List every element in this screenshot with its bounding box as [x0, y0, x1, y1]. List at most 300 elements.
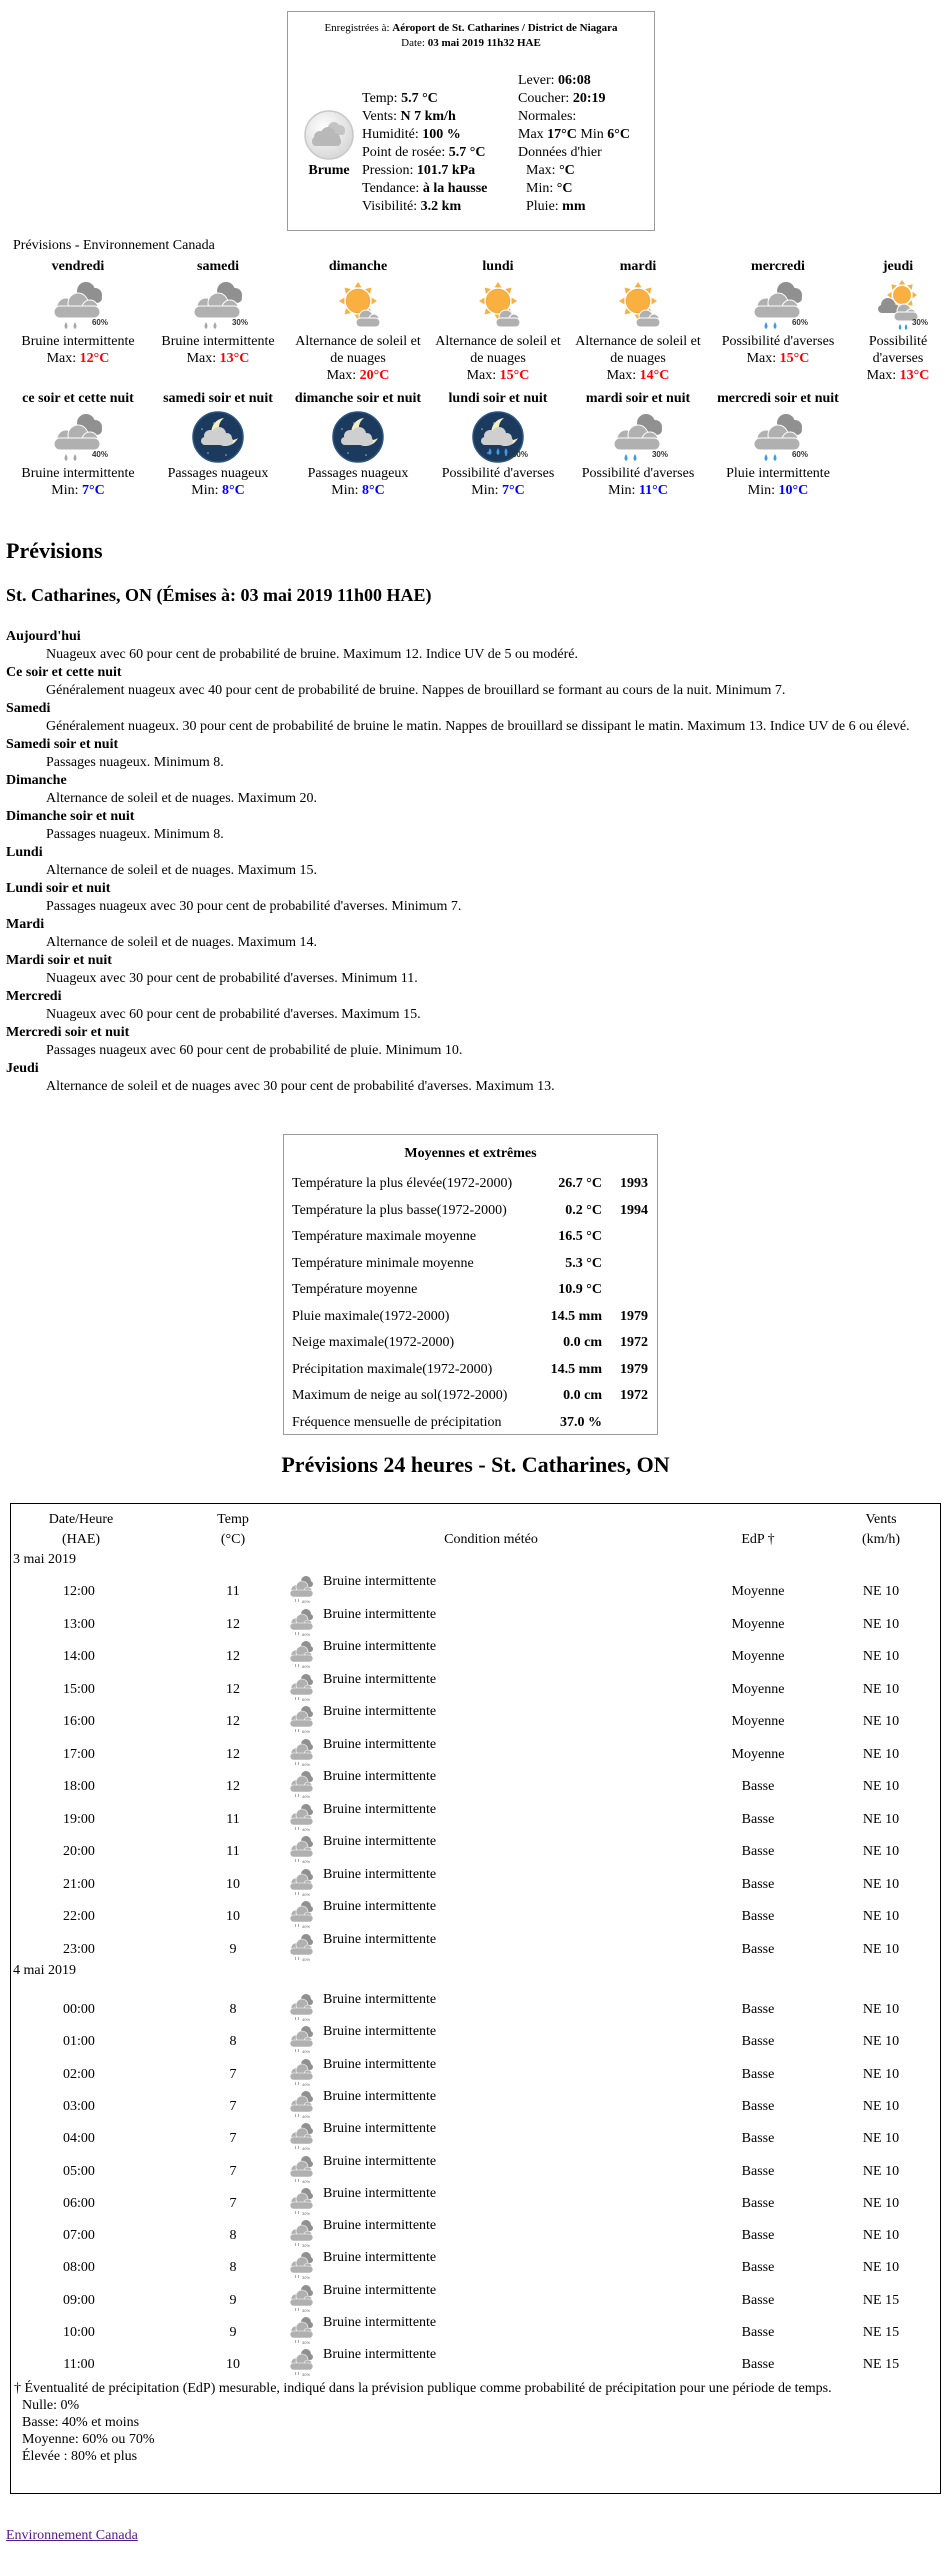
hour-temp: 8	[229, 2228, 237, 2244]
drizzle-cloud-icon	[286, 1638, 318, 1670]
min-temp: 10°C	[778, 483, 809, 498]
hour-condition: Bruine intermittente	[323, 2218, 437, 2234]
period-name: mardi soir et nuit	[585, 391, 691, 406]
temperature-line	[288, 482, 428, 499]
wind-label: Vents:	[362, 109, 397, 124]
average-row	[292, 1203, 654, 1221]
pressure-label: Pression:	[362, 163, 414, 178]
hour-temp: 9	[229, 1941, 237, 1957]
period-name: samedi	[197, 259, 239, 274]
hour-wind: NE 10	[862, 1876, 900, 1892]
hour-condition: Bruine intermittente	[323, 2250, 437, 2266]
hour-condition: Bruine intermittente	[323, 1801, 437, 1817]
pop-percent: 40%	[91, 450, 108, 459]
average-row	[292, 1176, 654, 1194]
forecast-period-text: Passages nuageux avec 60 pour cent de probabilité de pluie. Minimum 10.	[46, 1043, 463, 1058]
hourly-row	[11, 2056, 940, 2092]
sunrise-value: 06:08	[558, 73, 591, 88]
max-temp: 13°C	[899, 368, 930, 383]
temperature-line	[568, 367, 708, 384]
visibility-label: Visibilité:	[362, 199, 418, 214]
hour-condition: Bruine intermittente	[323, 2121, 437, 2137]
hour-temp: 9	[229, 2292, 237, 2308]
svg-text:40%: 40%	[302, 2049, 311, 2055]
hourly-row	[11, 2250, 940, 2285]
svg-text:60%: 60%	[302, 1631, 311, 1637]
forecast-period-text: Alternance de soleil et de nuages. Maximum 14.	[46, 935, 317, 950]
forecast-period-1	[148, 258, 288, 367]
hour-condition: Bruine intermittente	[323, 1736, 437, 1752]
hour-wind: NE 10	[862, 2098, 900, 2114]
hour: 02:00	[63, 2066, 95, 2082]
drizzle-cloud-icon	[188, 277, 248, 333]
drizzle-cloud-icon	[286, 1833, 318, 1865]
forecast-period-5	[708, 390, 848, 499]
drizzle-cloud-icon	[286, 2056, 318, 2088]
condition-text: Possibilité d'averses	[721, 334, 835, 349]
average-year: 1994	[620, 1202, 648, 1218]
yesterday-label: Données d'hier	[518, 145, 602, 160]
min-temp: 7°C	[82, 483, 105, 498]
sunset-label: Coucher:	[518, 91, 570, 106]
hour-condition: Bruine intermittente	[323, 2056, 437, 2072]
svg-text:60%: 60%	[302, 1664, 311, 1669]
pop-percent: 30%	[231, 318, 248, 327]
hourly-row	[11, 2121, 940, 2156]
average-row	[292, 1362, 654, 1380]
hour: 17:00	[63, 1746, 95, 1762]
average-year: 1972	[620, 1388, 648, 1403]
svg-text:30%: 30%	[302, 2210, 311, 2216]
temp-label: Min:	[608, 483, 636, 498]
hourly-row	[11, 1736, 940, 1772]
average-value: 37.0 %	[560, 1414, 602, 1430]
forecast-strip-title: Prévisions - Environnement Canada	[13, 238, 215, 253]
averages-extremes-panel	[283, 1134, 658, 1435]
environment-canada-link[interactable]: Environnement Canada	[6, 2528, 138, 2543]
normal-min-label: Min	[580, 127, 604, 142]
drizzle-cloud-icon	[286, 2120, 318, 2152]
temp-label: Min:	[51, 483, 79, 498]
temp-label: Min:	[471, 483, 499, 498]
pop-level: Basse: 40% et moins	[22, 2415, 140, 2430]
average-label: Neige maximale(1972-2000)	[292, 1335, 455, 1350]
hour-wind: NE 10	[862, 2228, 900, 2244]
hour-temp: 8	[229, 2034, 237, 2050]
hour-pop: Basse	[741, 1909, 775, 1924]
pressure-value: 101.7 kPa	[416, 163, 476, 178]
drizzle-cloud-icon	[286, 2185, 318, 2217]
forecast-period-1	[148, 390, 288, 499]
hour-wind: NE 10	[862, 1779, 900, 1794]
forecast-period-name: Mardi soir et nuit	[6, 953, 112, 968]
condition-text: Passages nuageux	[307, 466, 409, 481]
hour-condition: Bruine intermittente	[323, 2315, 437, 2330]
average-row	[292, 1309, 654, 1327]
min-temp: 7°C	[502, 483, 525, 498]
average-label: Température maximale moyenne	[292, 1229, 477, 1244]
drizzle-cloud-icon	[286, 2282, 318, 2314]
average-year: 1993	[620, 1176, 648, 1191]
hourly-row	[11, 1801, 940, 1837]
forecast-period-0	[8, 258, 148, 367]
hour-wind: NE 10	[862, 1941, 900, 1957]
pop-percent: 60%	[91, 318, 108, 327]
normal-min-value: 6°C	[607, 127, 630, 142]
sun-cloud-icon	[468, 277, 528, 333]
rain-cloud-icon	[748, 277, 808, 333]
forecast-period-name: Jeudi	[6, 1061, 39, 1076]
yesterday-rain-label: Pluie:	[526, 199, 559, 214]
hour-condition: Bruine intermittente	[323, 2347, 437, 2363]
pop-percent: 30%	[511, 450, 528, 459]
hour-wind: NE 10	[862, 2163, 900, 2179]
yesterday-rain-value: mm	[562, 199, 586, 214]
hour: 10:00	[63, 2325, 95, 2340]
sunrise-label: Lever:	[518, 73, 555, 88]
hourly-row	[11, 2315, 940, 2350]
hour: 08:00	[63, 2260, 95, 2276]
max-temp: 20°C	[359, 368, 390, 383]
hour-temp: 7	[229, 2163, 237, 2179]
hour-temp: 11	[226, 1811, 240, 1827]
date-separator: 3 mai 2019	[13, 1552, 76, 1567]
period-name: dimanche	[328, 259, 388, 274]
svg-text:30%: 30%	[302, 2340, 311, 2345]
yesterday-max-value: °C	[559, 163, 575, 178]
hour-temp: 12	[226, 1649, 240, 1664]
hour-wind: NE 15	[862, 2357, 900, 2373]
drizzle-cloud-icon	[286, 2346, 318, 2378]
hour: 23:00	[63, 1941, 95, 1957]
drizzle-cloud-icon	[286, 2314, 318, 2346]
forecast-period-text: Alternance de soleil et de nuages avec 30 pour cent de probabilité d'averses. Maximum 13.	[46, 1079, 555, 1094]
max-temp: 12°C	[79, 351, 110, 366]
temperature-line	[848, 367, 948, 384]
average-year: 1979	[620, 1361, 648, 1377]
svg-text:40%: 40%	[302, 1924, 311, 1929]
hour-wind: NE 10	[862, 2195, 900, 2211]
hourly-row	[11, 1992, 940, 2027]
svg-text:60%: 60%	[302, 1761, 311, 1767]
average-value: 0.2 °C	[565, 1202, 602, 1218]
drizzle-cloud-icon	[286, 2153, 318, 2185]
forecast-period-text: Nuageux avec 60 pour cent de probabilité d'averses. Maximum 15.	[46, 1007, 421, 1022]
average-row	[292, 1388, 654, 1406]
hour-temp: 12	[226, 1779, 240, 1794]
drizzle-cloud-icon	[286, 1736, 318, 1768]
sun-showers-icon	[868, 277, 928, 333]
forecast-period-text: Généralement nuageux. 30 pour cent de probabilité de bruine le matin. Nappes de brouillard se dissipant le matin. Maximum 13. Indice UV de 6 ou élevé.	[46, 719, 910, 734]
hourly-row	[11, 1671, 940, 1707]
hour-temp: 8	[229, 2260, 237, 2276]
condition-text: Bruine intermittente	[161, 334, 275, 349]
temp-value: 5.7 °C	[401, 91, 438, 106]
pop-level: Moyenne: 60% ou 70%	[22, 2432, 155, 2447]
svg-text:40%: 40%	[302, 1794, 311, 1799]
station-name: Aéroport de St. Catharines / District de Niagara	[392, 22, 618, 34]
period-name: dimanche soir et nuit	[294, 391, 422, 406]
period-name: mardi	[619, 259, 657, 274]
wind-value: N 7 km/h	[400, 109, 456, 124]
condition-text: Possibilité d'averses	[441, 466, 555, 481]
forecast-period-text: Nuageux avec 60 pour cent de probabilité de bruine. Maximum 12. Indice UV de 5 ou modéré.	[46, 647, 578, 662]
hour-condition: Bruine intermittente	[323, 1834, 437, 1849]
svg-text:60%: 60%	[302, 1696, 311, 1702]
pop-level: Nulle: 0%	[22, 2398, 80, 2413]
condition-text: Possibilité d'averses	[581, 466, 695, 481]
svg-text:30%: 30%	[302, 2275, 311, 2281]
hourly-forecast-title: Prévisions 24 heures - St. Catharines, ON	[281, 1452, 670, 1477]
temperature-line	[8, 350, 148, 367]
svg-text:30%: 30%	[302, 2243, 311, 2249]
hourly-row	[11, 1606, 940, 1642]
hour-pop: Basse	[741, 1844, 775, 1859]
rain-cloud-icon	[608, 409, 668, 465]
hour-pop: Basse	[741, 2195, 775, 2211]
header-temp: Temp (°C)	[217, 1512, 249, 1547]
period-name: mercredi	[751, 259, 805, 274]
hour-pop: Moyenne	[731, 1584, 785, 1599]
average-label: Température moyenne	[292, 1282, 418, 1297]
hour-temp: 7	[229, 2195, 237, 2211]
hour: 22:00	[63, 1909, 95, 1924]
period-name: ce soir et cette nuit	[22, 391, 134, 406]
average-label: Pluie maximale(1972-2000)	[292, 1308, 450, 1324]
forecast-period-name: Ce soir et cette nuit	[6, 665, 122, 680]
forecast-period-text: Alternance de soleil et de nuages. Maximum 15.	[46, 863, 317, 878]
forecast-period-0	[8, 390, 148, 499]
forecast-period-2	[288, 258, 428, 384]
forecast-period-4	[568, 258, 708, 384]
hour-temp: 11	[226, 1584, 240, 1599]
temperature-line	[708, 482, 848, 499]
forecast-period-text: Généralement nuageux avec 40 pour cent de probabilité de bruine. Nappes de brouillard se formant au cours de la nuit. Minimum 7.	[46, 683, 786, 698]
current-conditions-panel	[287, 11, 655, 231]
hour-pop: Moyenne	[731, 1714, 785, 1729]
forecast-period-name: Lundi soir et nuit	[6, 881, 111, 896]
recorded-label: Enregistrées à:	[324, 22, 390, 34]
hourly-row	[11, 2347, 940, 2382]
hour-wind: NE 10	[862, 2002, 900, 2017]
forecast-period-2	[288, 390, 428, 499]
dewpoint-label: Point de rosée:	[362, 145, 446, 160]
hour-wind: NE 10	[862, 1681, 900, 1697]
svg-text:40%: 40%	[302, 1859, 311, 1864]
hour-temp: 12	[226, 1714, 240, 1729]
temperature-line	[288, 367, 428, 384]
hourly-row	[11, 2185, 940, 2221]
date-separator: 4 mai 2019	[13, 1963, 76, 1978]
forecast-period-6	[848, 258, 948, 384]
period-name: lundi	[482, 259, 514, 274]
drizzle-cloud-icon	[286, 1768, 318, 1800]
hour-pop: Basse	[741, 2163, 775, 2179]
condition-text: Bruine intermittente	[21, 466, 135, 481]
average-row	[292, 1282, 654, 1300]
forecast-period-text: Passages nuageux avec 30 pour cent de probabilité d'averses. Minimum 7.	[46, 899, 462, 914]
temperature-line	[708, 350, 848, 367]
hour-condition: Bruine intermittente	[323, 1606, 437, 1622]
forecast-period-3	[428, 390, 568, 499]
condition-text: Possibilité d'averses	[868, 334, 928, 366]
mist-cloud-icon	[303, 109, 355, 161]
normal-max-label: Max	[518, 127, 544, 142]
temperature-line	[8, 482, 148, 499]
hour-pop: Basse	[741, 2098, 775, 2114]
min-temp: 11°C	[638, 483, 668, 498]
hour-wind: NE 10	[862, 1584, 900, 1599]
rain-cloud-icon	[748, 409, 808, 465]
hourly-row	[11, 2153, 940, 2189]
hour: 18:00	[63, 1779, 95, 1794]
period-name: lundi soir et nuit	[448, 391, 548, 406]
average-row	[292, 1415, 654, 1433]
svg-text:40%: 40%	[302, 1826, 311, 1832]
average-value: 14.5 mm	[550, 1308, 602, 1324]
hour-condition: Bruine intermittente	[323, 2088, 437, 2104]
max-temp: 14°C	[639, 368, 670, 383]
period-name: vendredi	[51, 259, 105, 274]
temp-label: Max:	[46, 351, 77, 366]
hour-temp: 8	[229, 2002, 237, 2017]
svg-text:40%: 40%	[302, 1956, 311, 1962]
temp-label: Min:	[747, 483, 775, 498]
hour-condition: Bruine intermittente	[323, 1704, 437, 1719]
svg-text:40%: 40%	[302, 2178, 311, 2184]
current-condition-label: Brume	[308, 163, 350, 178]
humidity-value: 100 %	[422, 127, 461, 142]
pop-percent: 30%	[651, 450, 668, 459]
hourly-row	[11, 2218, 940, 2253]
pop-footnote	[14, 2380, 934, 2465]
hour-temp: 12	[226, 1681, 240, 1697]
forecast-period-text: Passages nuageux. Minimum 8.	[46, 827, 224, 842]
drizzle-cloud-icon	[286, 1866, 318, 1898]
night-cloud-icon	[328, 409, 388, 465]
hour: 05:00	[63, 2163, 95, 2179]
condition-text: Alternance de soleil et de nuages	[295, 334, 421, 366]
forecast-period-name: Dimanche	[6, 773, 67, 788]
hour-temp: 7	[229, 2131, 237, 2147]
hour: 09:00	[63, 2292, 95, 2308]
yesterday-max-label: Max:	[526, 163, 556, 178]
hour: 11:00	[63, 2357, 95, 2373]
pop-level: Élevée : 80% et plus	[22, 2449, 138, 2464]
yesterday-min-label: Min:	[526, 181, 554, 196]
min-temp: 8°C	[222, 483, 245, 498]
hour-wind: NE 10	[862, 1844, 900, 1859]
drizzle-cloud-icon	[286, 1573, 318, 1605]
hour: 01:00	[63, 2034, 95, 2050]
hour-pop: Moyenne	[731, 1746, 785, 1762]
hourly-row	[11, 1574, 940, 1609]
hour-condition: Bruine intermittente	[323, 1931, 437, 1947]
hour-wind: NE 10	[862, 1714, 900, 1729]
hour-pop: Basse	[741, 2357, 775, 2373]
hour-wind: NE 10	[862, 2066, 900, 2082]
astro-normals	[518, 72, 630, 216]
drizzle-cloud-icon	[286, 2217, 318, 2249]
tendency-value: à la hausse	[422, 181, 488, 196]
average-label: Température minimale moyenne	[292, 1255, 474, 1271]
yesterday-min-value: °C	[556, 181, 573, 196]
forecast-period-name: Mercredi	[6, 989, 62, 1004]
forecast-period-name: Mercredi soir et nuit	[6, 1025, 130, 1040]
forecast-heading: Prévisions	[6, 538, 103, 563]
hourly-row	[11, 1834, 940, 1869]
header-wind: Vents (km/h)	[861, 1512, 901, 1547]
average-label: Fréquence mensuelle de précipitation	[292, 1414, 502, 1430]
hour-wind: NE 15	[862, 2325, 900, 2340]
dewpoint-value: 5.7 °C	[448, 145, 486, 160]
max-temp: 15°C	[779, 351, 810, 366]
forecast-period-text: Passages nuageux. Minimum 8.	[46, 755, 224, 770]
average-value: 14.5 mm	[550, 1361, 602, 1377]
forecast-location-heading: St. Catharines, ON (Émises à: 03 mai 2019 11h00 HAE)	[6, 585, 432, 605]
svg-text:30%: 30%	[302, 2372, 311, 2378]
hour-condition: Bruine intermittente	[323, 2153, 437, 2169]
hour: 13:00	[63, 1616, 95, 1632]
pop-percent: 60%	[791, 318, 808, 327]
hourly-row	[11, 1639, 940, 1674]
hour-pop: Basse	[741, 2325, 775, 2340]
night-showers-icon	[468, 409, 528, 465]
sun-cloud-icon	[608, 277, 668, 333]
hour-temp: 10	[226, 2357, 240, 2373]
drizzle-cloud-icon	[286, 1671, 318, 1703]
average-value: 0.0 cm	[563, 1388, 602, 1403]
average-value: 5.3 °C	[565, 1255, 602, 1271]
hour: 04:00	[63, 2131, 95, 2147]
average-row	[292, 1229, 654, 1247]
hour-condition: Bruine intermittente	[323, 1574, 437, 1589]
hour-condition: Bruine intermittente	[323, 1899, 437, 1914]
hourly-row	[11, 2088, 940, 2124]
average-label: Température la plus élevée(1972-2000)	[292, 1176, 513, 1191]
hour-pop: Basse	[741, 2228, 775, 2244]
svg-text:30%: 30%	[302, 2307, 311, 2313]
temp-label: Max:	[466, 368, 497, 383]
hourly-row	[11, 2024, 940, 2059]
condition-text: Passages nuageux	[167, 466, 269, 481]
hour: 20:00	[63, 1844, 95, 1859]
hour-condition: Bruine intermittente	[323, 2282, 437, 2298]
period-name: mercredi soir et nuit	[717, 391, 839, 406]
temp-label: Max:	[866, 368, 897, 383]
hourly-forecast-table	[10, 1503, 941, 2494]
forecast-period-name: Dimanche soir et nuit	[6, 809, 135, 824]
hour-pop: Basse	[741, 2034, 775, 2050]
visibility-value: 3.2 km	[420, 199, 462, 214]
svg-text:60%: 60%	[302, 1729, 311, 1734]
hour-condition: Bruine intermittente	[323, 1639, 437, 1654]
averages-title: Moyennes et extrêmes	[404, 1146, 537, 1161]
hour-wind: NE 10	[862, 2260, 900, 2276]
hour: 00:00	[63, 2002, 95, 2017]
hour: 06:00	[63, 2195, 95, 2211]
hour-temp: 10	[226, 1909, 240, 1924]
hour-pop: Basse	[741, 2002, 775, 2017]
hour-pop: Moyenne	[731, 1616, 785, 1632]
temp-label: Max:	[746, 351, 777, 366]
forecast-period-5	[708, 258, 848, 367]
header-condition: Condition météo	[444, 1532, 538, 1547]
hour-temp: 12	[226, 1616, 240, 1632]
hour: 03:00	[63, 2098, 95, 2114]
average-label: Précipitation maximale(1972-2000)	[292, 1361, 493, 1377]
hour-condition: Bruine intermittente	[323, 1671, 437, 1687]
